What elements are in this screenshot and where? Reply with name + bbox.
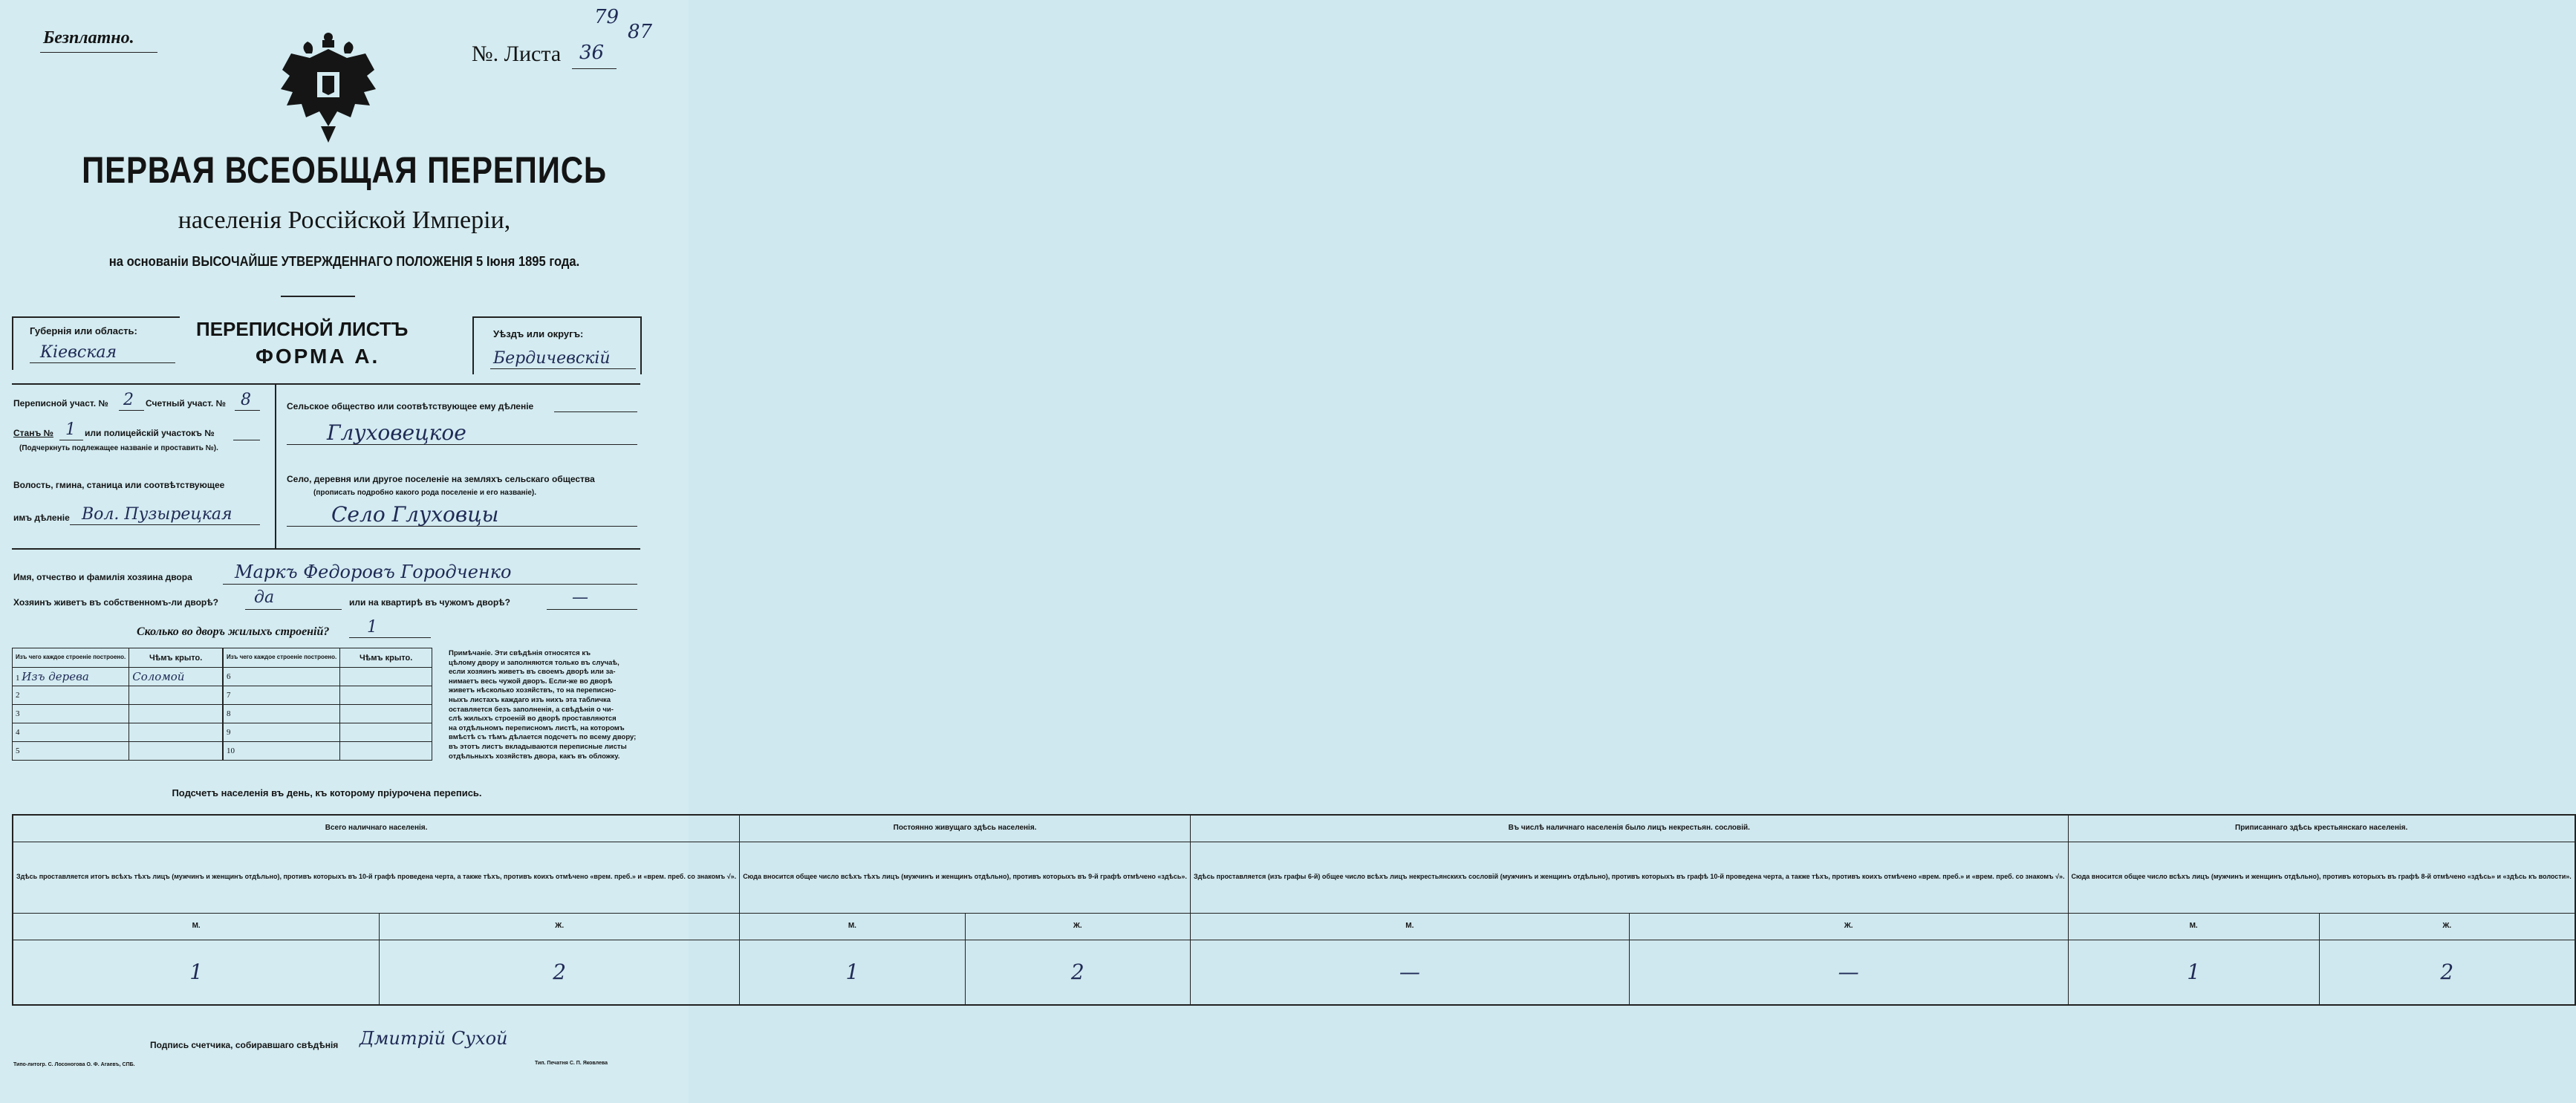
pop-col-head-4: Приписаннаго здѣсь крестьянскаго населенія.	[2068, 815, 2575, 842]
counting-district-label: Счетный участ. №	[146, 398, 226, 409]
form-subtitle: ФОРМА А.	[256, 345, 380, 368]
police-label: или полицейскій участокъ №	[85, 428, 215, 438]
volost-label-2: имъ дѣленіе	[13, 513, 70, 523]
pop-col-head-2: Постоянно живущаго здѣсь населенія.	[740, 815, 1191, 842]
ornament-divider	[281, 296, 355, 297]
sheet-number-label: №. Листа	[472, 42, 562, 66]
population-table: Всего наличнаго населенія. Постоянно живущаго здѣсь населенія. Въ числѣ наличнаго населенія было лицъ некрестьян. сословій. Приписаннаго здѣсь крестьянскаго населенія. Здѣсь проставляется итогъ всѣхъ тѣхъ лицъ (мужчинъ и женщинъ отдѣльно), противъ которыхъ въ 10-й графѣ проведена черта, а также тѣхъ, противъ коихъ отмѣчено «врем. преб.» и «врем. преб. со знакомъ √». Сюда вносится общее число всѣхъ тѣхъ лицъ (мужчинъ и женщинъ отдѣльно), противъ которыхъ въ 9-й графѣ отмѣчено «здѣсь». Здѣсь проставляется (изъ графы 6-й) общее число всѣхъ лицъ некрестьянскихъ сословій (мужчинъ и женщинъ отдѣльно), противъ которыхъ въ графѣ 10-й проведена черта, а также тѣхъ, противъ коихъ отмѣчено «врем. преб.» и «врем. преб. со знакомъ √». Сюда вносится общее число всѣхъ лицъ (мужчинъ и женщинъ отдѣльно), противъ которыхъ въ графѣ 8-й отмѣчено «здѣсь» и «здѣсь къ волости». М. Ж. М. Ж. М. Ж. М. Ж. 1 2 1 2 — — 1 2	[12, 814, 2576, 1006]
counting-district-value: 8	[241, 391, 251, 409]
table-row: 7	[224, 686, 432, 705]
gubernia-label: Губернія или область:	[30, 325, 137, 336]
signature-label: Подпись счетчика, собиравшаго свѣдѣнія	[150, 1040, 339, 1050]
form-title: ПЕРЕПИСНОЙ ЛИСТЪ	[196, 318, 409, 340]
underline-note: (Подчеркнуть подлежащее названіе и проставить №).	[19, 444, 218, 452]
signature-value: Дмитрій Сухой	[360, 1028, 508, 1049]
census-district-label: Переписной участ. №	[13, 398, 108, 409]
footer-right: Тип. Печатня С. П. Яковлева	[535, 1061, 608, 1066]
table-row: 10	[224, 742, 432, 761]
table-row: 2	[13, 686, 223, 705]
census-basis: на основаніи ВЫСОЧАЙШЕ УТВЕРЖДЕННАГО ПОЛОЖЕНІЯ 5 Іюня 1895 года.	[108, 254, 580, 269]
buildings-value: 1	[367, 618, 377, 637]
population-title: Подсчетъ населенія въ день, къ которому пріурочена перепись.	[172, 787, 482, 798]
table-row: 6	[224, 668, 432, 686]
table-row: 9	[224, 723, 432, 742]
buildings-table-right: Изъ чего каждое строеніе построено. Чѣмъ крыто. 6 7 8 9 10	[223, 648, 432, 761]
village-label: Село, деревня или другое поселеніе на земляхъ сельскаго общества	[287, 474, 595, 484]
gubernia-value: Кіевская	[40, 343, 117, 362]
sheet-number-value: 36	[579, 42, 605, 64]
note-text: Примѣчаніе. Эти свѣдѣнія относятся къ цѣлому двору и заполняются только въ случаѣ, если хозяинъ живетъ въ своемъ дворѣ или за- нимаетъ весь чужой дворъ. Если-же во дворѣ живетъ нѣсколько хозяйствъ, то на переписно- ныхъ листахъ каждаго изъ нихъ эта табличка оставляется безъ заполненія, а свѣдѣнія о чи- слѣ жилыхъ строеній во дворѣ проставляются на отдѣльномъ переписномъ листѣ, на которомъ вмѣстѣ съ тѣмъ дѣлается подсчетъ по всему двору; въ этотъ листъ вкладываются переписные листы отдѣльныхъ хозяйствъ двора, какъ въ обложку.	[449, 649, 637, 761]
archive-number-2: 87	[628, 21, 653, 43]
buildings-label: Сколько во дворъ жилыхъ строеній?	[137, 625, 330, 638]
uezd-value: Бердичевскій	[493, 349, 611, 368]
rented-label: или на квартирѣ въ чужомъ дворѣ?	[349, 597, 510, 608]
stan-value: 1	[65, 420, 76, 439]
owner-value: Маркъ Федоровъ Городченко	[235, 562, 512, 582]
table-row: 3	[13, 705, 223, 723]
table-row: 8	[224, 705, 432, 723]
owner-label: Имя, отчество и фамилія хозяина двора	[13, 572, 192, 582]
free-label: Безплатно.	[43, 28, 134, 48]
stan-label: Станъ №	[13, 428, 53, 438]
buildings-table-left: Изъ чего каждое строеніе построено. Чѣмъ крыто. 1 Изъ дерева Соломой 2 3 4 5	[12, 648, 223, 761]
rented-value: —	[572, 588, 588, 607]
volost-label: Волость, гмина, станица или соотвѣтствующее	[13, 480, 225, 490]
pop-col-head-1: Всего наличнаго населенія.	[13, 815, 740, 842]
uezd-label: Уѣздъ или округъ:	[493, 328, 584, 339]
census-title: ПЕРВАЯ ВСЕОБЩАЯ ПЕРЕПИСЬ	[82, 149, 607, 191]
table-row: 4	[13, 723, 223, 742]
society-label: Сельское общество или соотвѣтствующее ему дѣленіе	[287, 401, 534, 411]
census-subtitle: населенія Россійской Имперіи,	[178, 206, 511, 234]
village-value: Село Глуховцы	[331, 502, 499, 527]
table-row: 1 2 1 2 — — 1 2	[13, 940, 2575, 1005]
village-note: (прописать подробно какого рода поселеніе и его названіе).	[313, 489, 537, 497]
volost-value: Вол. Пузырецкая	[82, 505, 232, 524]
own-yard-value: да	[254, 588, 275, 607]
archive-number: 79	[594, 6, 619, 28]
society-value: Глуховецкое	[327, 420, 466, 445]
imperial-eagle-emblem	[276, 31, 380, 143]
footer-left: Типо-литогр. С. Лосоногова О. Ф. Агаевъ, СПБ.	[13, 1062, 135, 1067]
pop-col-head-3: Въ числѣ наличнаго населенія было лицъ некрестьян. сословій.	[1190, 815, 2068, 842]
table-row: 5	[13, 742, 223, 761]
table-row: 1 Изъ дерева Соломой	[13, 668, 223, 686]
census-district-value: 2	[123, 391, 134, 409]
own-yard-label: Хозяинъ живетъ въ собственномъ-ли дворѣ?	[13, 597, 219, 608]
